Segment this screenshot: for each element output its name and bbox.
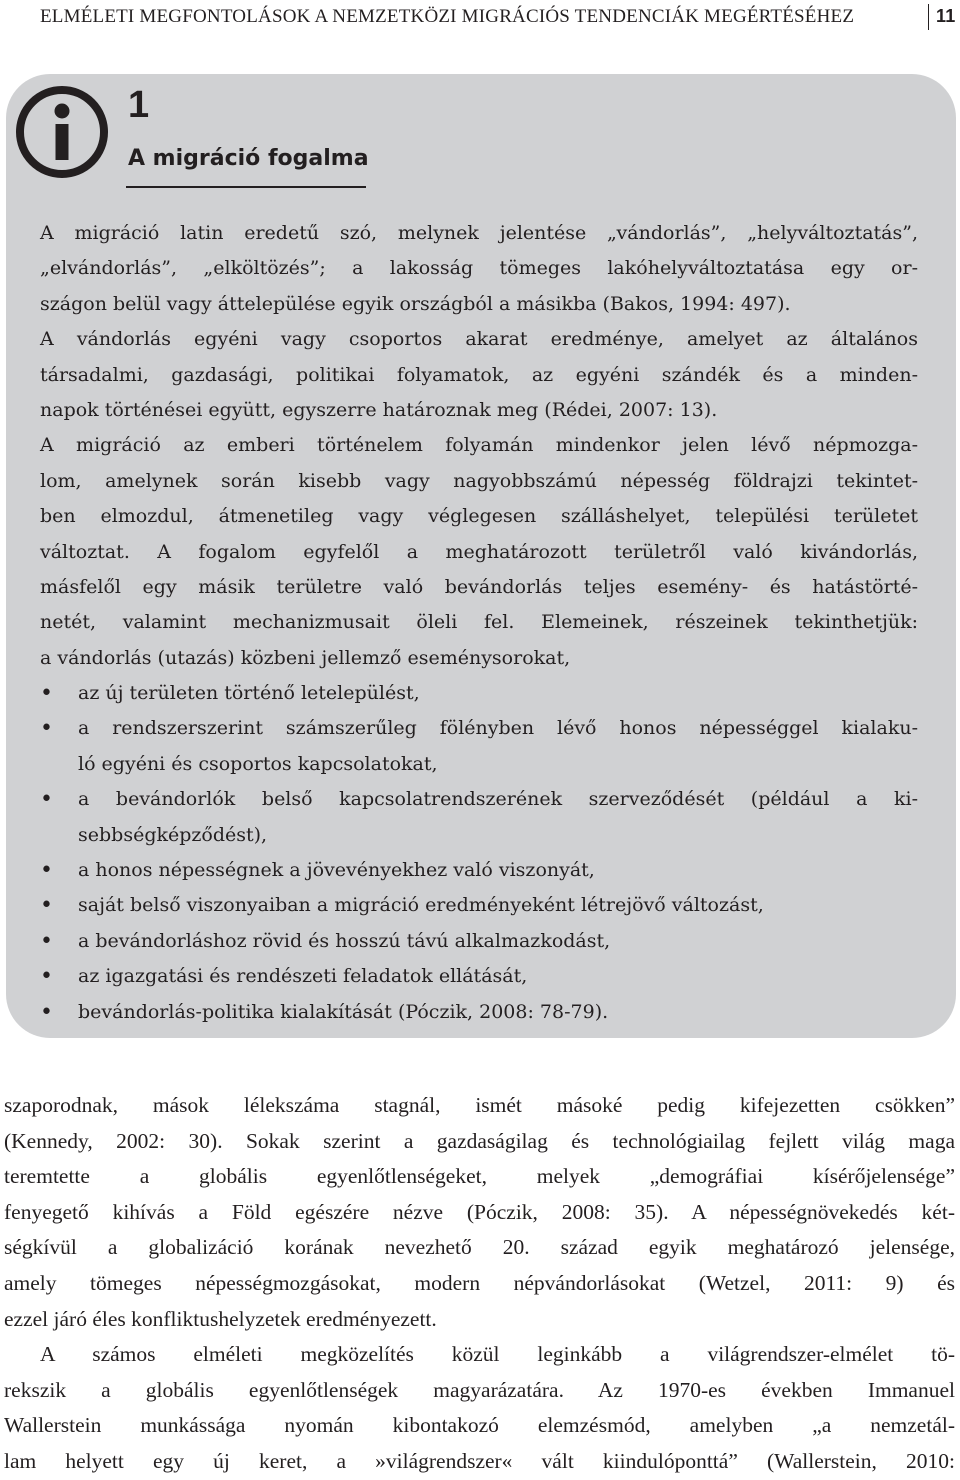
body-line: (Kennedy, 2002: 30). Sokak szerint a gazdaságilag és technológiailag fejlett világ maga	[4, 1128, 955, 1153]
box-text	[40, 216, 918, 1030]
title-underline	[126, 186, 366, 188]
header-separator	[928, 4, 929, 30]
body-text	[4, 1088, 955, 1480]
box-line: a vándorlás (utazás) közbeni jellemző eseménysorokat,	[40, 646, 571, 669]
box-line: lom, amelynek során kisebb vagy nagyobbszámú népesség földrajzi tekintet-	[40, 469, 918, 492]
box-line: társadalmi, gazdasági, politikai folyamatok, az egyéni szándék és a minden-	[40, 363, 918, 386]
info-icon	[14, 84, 110, 180]
box-line: netét, valamint mechanizmusait öleli fel. Elemeinek, részeinek tekinthetjük:	[40, 611, 918, 634]
box-line: A migráció latin eredetű szó, melynek jelentése „vándorlás”, „helyváltoztatás”,	[40, 222, 918, 244]
box-line: napok történései együtt, egyszerre határoznak meg (Rédei, 2007: 13).	[40, 398, 718, 421]
list-item-continuation: sebbségképződést),	[78, 823, 268, 846]
box-line: A migráció az emberi történelem folyamán mindenkor jelen lévő népmozga-	[40, 434, 918, 457]
body-line: ségkívül a globalizáció korának nevezhető 20. század egyik meghatározó jelensége,	[4, 1235, 955, 1260]
list-item: • bevándorlás-politika kialakítását (Póczik, 2008: 78-79).	[40, 995, 918, 1030]
page-number: 11	[936, 6, 956, 26]
list-item: • az igazgatási és rendészeti feladatok ellátását,	[40, 959, 918, 994]
body-line: fenyegető kihívás a Föld egészére nézve (Póczik, 2008: 35). A népességnövekedés két-	[4, 1199, 955, 1224]
body-line: teremtette a globális egyenlőtlenségeket, melyek „demográfiai kísérőjelensége”	[4, 1164, 955, 1189]
box-line: változtat. A fogalom egyfelől a meghatározott területről való kivándorlás,	[40, 540, 918, 563]
body-line: szaporodnak, mások lélekszáma stagnál, ismét másoké pedig kifejezetten csökken”	[4, 1093, 955, 1117]
list-item: • az új területen történő letelepülést,	[40, 676, 918, 711]
body-line: rekszik a globális egyenlőtlenségek magyarázatára. Az 1970-es években Immanuel	[4, 1377, 955, 1402]
box-line: ben elmozdul, átmenetileg vagy véglegesen szálláshelyet, települési területet	[40, 505, 918, 528]
body-line: A számos elméleti megközelítés közül leginkább a világrendszer-elmélet tö-	[40, 1342, 955, 1367]
box-line: másfelől egy másik területre való bevándorlás teljes esemény- és hatástörté-	[40, 575, 918, 598]
body-line: ezzel járó éles konfliktushelyzetek eredményezett.	[4, 1306, 437, 1331]
list-item: • a bevándorlók belső kapcsolatrendszerének szerveződését (például a ki-	[40, 782, 918, 817]
body-line: Wallerstein munkássága nyomán kibontakozó elemzésmód, amelyben „a nemzetál-	[4, 1413, 955, 1438]
list-item-continuation: ló egyéni és csoportos kapcsolatokat,	[78, 752, 438, 775]
body-line: amely tömeges népességmozgásokat, modern népvándorlásokat (Wetzel, 2011: 9) és	[4, 1270, 955, 1295]
box-line: szágon belül vagy áttelepülése egyik országból a másikba (Bakos, 1994: 497).	[40, 292, 791, 315]
list-item: • saját belső viszonyaiban a migráció eredményeként létrejövő változást,	[40, 888, 918, 923]
running-header	[40, 6, 958, 30]
list-item: • a bevándorláshoz rövid és hosszú távú alkalmazkodást,	[40, 924, 918, 959]
running-title: ELMÉLETI MEGFONTOLÁSOK A NEMZETKÖZI MIGRÁCIÓS TENDENCIÁK MEGÉRTÉSÉHEZ	[40, 6, 855, 27]
body-line: lam helyett egy új keret, a »világrendszer« vált kiindulóponttá” (Wallerstein, 2010:	[4, 1448, 955, 1473]
list-item: • a honos népességnek a jövevényekhez való viszonyát,	[40, 853, 918, 888]
box-number: 1	[128, 84, 150, 126]
box-line: A vándorlás egyéni vagy csoportos akarat eredménye, amelyet az általános	[40, 328, 918, 351]
list-item: • a rendszerszerint számszerűleg fölényben lévő honos népességgel kialaku-	[40, 711, 918, 746]
box-title: A migráció fogalma	[128, 146, 369, 171]
box-line: „elvándorlás”, „elköltözés”; a lakosság tömeges lakóhelyváltoztatása egy or-	[40, 257, 918, 280]
